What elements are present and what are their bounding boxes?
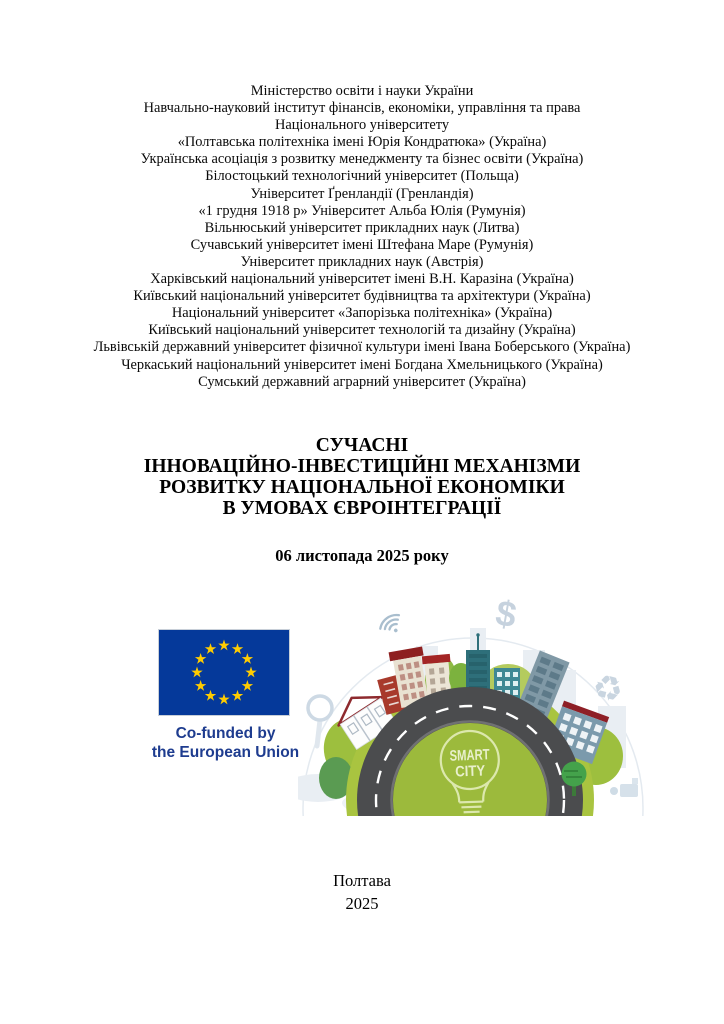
eu-caption-line: Co-funded by [175, 725, 276, 742]
institution-line: Черкаський національний університет імені Богдана Хмельницького (Україна) [121, 356, 603, 373]
eu-caption-line: the European Union [151, 744, 300, 761]
wifi-icon [378, 611, 407, 638]
institution-line: «1 грудня 1918 р» Університет Альба Юлія (Румунія) [198, 202, 526, 219]
smart-city-illustration [298, 588, 646, 816]
imprint-city: Полтава [333, 871, 391, 890]
eu-flag-icon [158, 629, 290, 716]
conference-title [0, 435, 724, 519]
institution-line: Навчально-науковий інститут фінансів, економіки, управління та права [143, 100, 581, 117]
imprint-year: 2025 [345, 893, 379, 913]
institution-line: Білостоцький технологічний університет (Польща) [205, 168, 519, 185]
institution-line: Харківський національний університет імені В.Н. Каразіна (Україна) [150, 271, 574, 288]
institution-line: Київський національний університет будівництва та архітектури (Україна) [133, 288, 591, 305]
institution-line: Міністерство освіти і науки України [250, 83, 474, 99]
institution-line: Університет Ґренландії (Гренландія) [250, 185, 474, 202]
institution-line: «Полтавська політехніка імені Юрія Кондратюка» (Україна) [177, 134, 547, 151]
institution-line: Національний університет «Запорізька політехніка» (Україна) [171, 305, 553, 322]
institution-line: Львівській державний університет фізичної культури імені Івана Боберського (Україна) [93, 339, 631, 356]
institutions-list [0, 83, 724, 391]
institution-line: Національного університету [274, 117, 450, 134]
title-line: ІННОВАЦІЙНО-ІНВЕСТИЦІЙНІ МЕХАНІЗМИ [143, 456, 581, 477]
conference-date: 06 листопада 2025 року [275, 546, 449, 565]
title-line: РОЗВИТКУ НАЦІОНАЛЬНОЇ ЕКОНОМІКИ [159, 477, 565, 498]
smart-city-label: SMART [449, 745, 504, 765]
briefcase-icon [610, 778, 638, 797]
institution-line: Університет прикладних наук (Австрія) [240, 253, 484, 270]
smart-city-label: CITY [454, 762, 490, 781]
eu-logo [158, 629, 290, 716]
institution-line: Сучавський університет імені Штефана Маре (Румунія) [190, 236, 534, 253]
institution-line: Українська асоціація з розвитку менеджменту та бізнес освіти (Україна) [140, 151, 584, 168]
institution-line: Київський національний університет технологій та дизайну (Україна) [148, 322, 576, 339]
title-line: В УМОВАХ ЄВРОІНТЕГРАЦІЇ [222, 498, 502, 519]
title-line: СУЧАСНІ [315, 435, 409, 456]
institution-line: Вільнюський університет прикладних наук (Литва) [204, 219, 520, 236]
dollar-icon: $ [492, 591, 520, 636]
institution-line: Сумський державний аграрний університет (Україна) [198, 373, 526, 390]
recycle-icon: ♻ [588, 667, 627, 712]
imprint [0, 870, 724, 915]
